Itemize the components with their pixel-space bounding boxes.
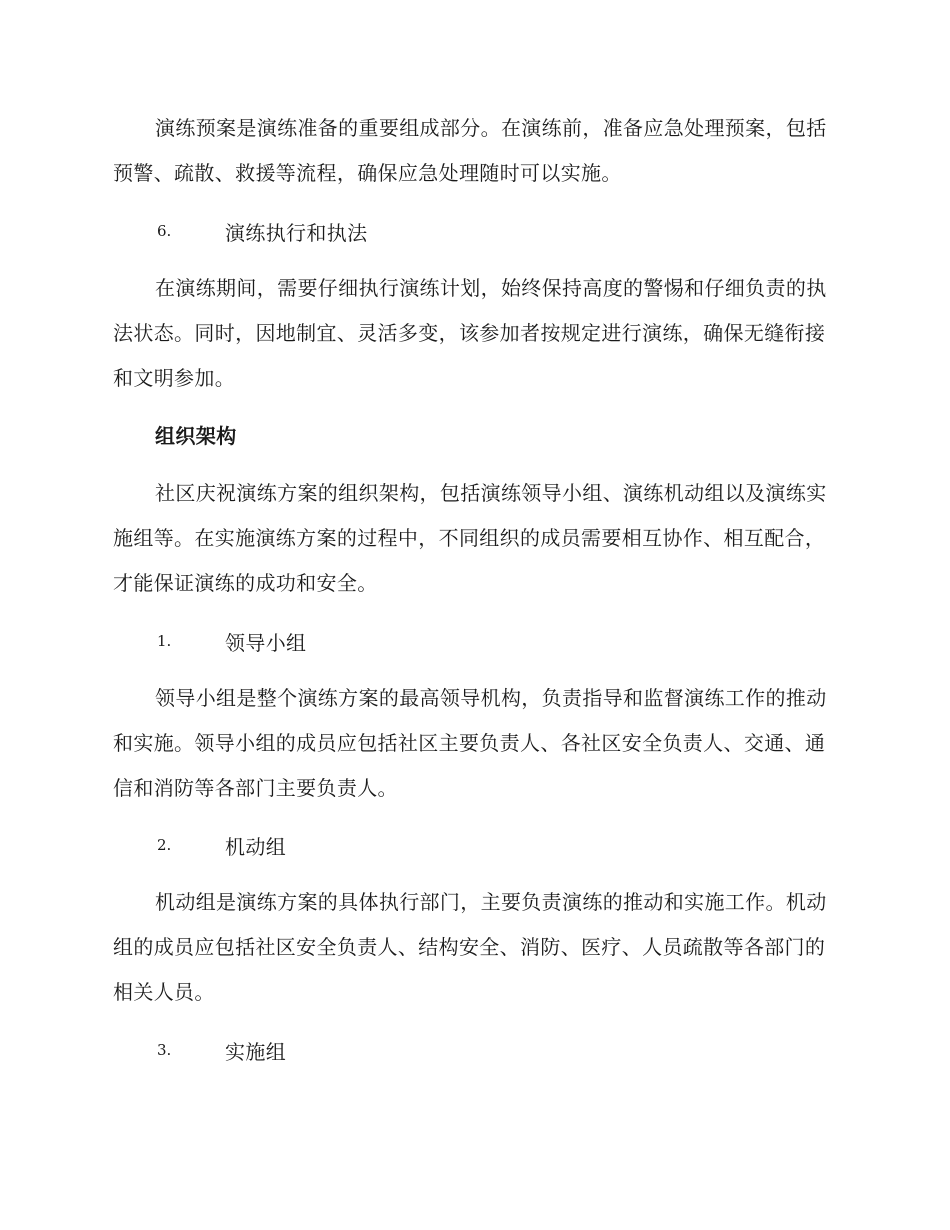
list-item-2 [157, 830, 286, 860]
list-item-1 [157, 626, 306, 656]
list-number: 6. [157, 222, 172, 240]
paragraph-organization: 社区庆祝演练方案的组织架构，包括演练领导小组、演练机动组以及演练实施组等。在实施演练方案的过程中，不同组织的成员需要相互协作、相互配合，才能保证演练的成功和安全。 [113, 481, 827, 595]
list-number: 2. [157, 836, 172, 854]
paragraph-leadership-group: 领导小组是整个演练方案的最高领导机构，负责指导和监督演练工作的推动和实施。领导小组的成员应包括社区主要负责人、各社区安全负责人、交通、通信和消防等各部门主要负责人。 [113, 686, 827, 800]
list-label: 演练执行和执法 [225, 220, 368, 245]
paragraph-drill-plan: 演练预案是演练准备的重要组成部分。在演练前，准备应急处理预案，包括预警、疏散、救援等流程，确保应急处理随时可以实施。 [113, 116, 827, 185]
paragraph-mobile-group: 机动组是演练方案的具体执行部门，主要负责演练的推动和实施工作。机动组的成员应包括社区安全负责人、结构安全、消防、医疗、人员疏散等各部门的相关人员。 [113, 890, 827, 1004]
list-number: 1. [157, 632, 172, 650]
list-label: 领导小组 [225, 630, 307, 655]
section-heading: 组织架构 [155, 424, 237, 448]
list-label: 机动组 [225, 834, 287, 859]
list-item-6 [157, 216, 367, 246]
list-number: 3. [157, 1041, 172, 1059]
list-label: 实施组 [225, 1039, 287, 1064]
list-item-3 [157, 1035, 286, 1065]
paragraph-drill-execution: 在演练期间，需要仔细执行演练计划，始终保持高度的警惕和仔细负责的执法状态。同时，因地制宜、灵活多变，该参加者按规定进行演练，确保无缝衔接和文明参加。 [113, 276, 827, 390]
